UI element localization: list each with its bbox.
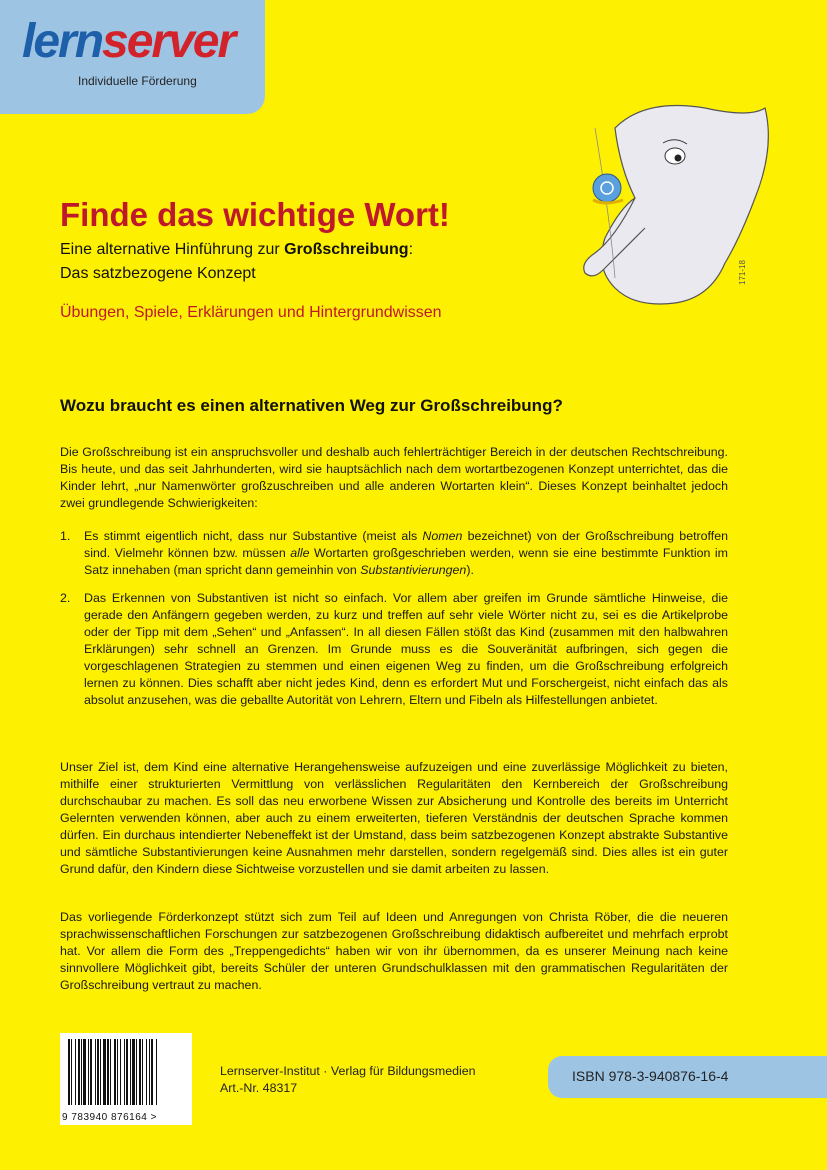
subtitle-pre: Eine alternative Hinführung zur	[60, 241, 285, 258]
publisher-info	[220, 1063, 476, 1097]
subtitle-post: :	[408, 241, 414, 258]
list-text: Wortarten großgeschrieben werden, wenn sie eine bestimmte Funktion im Satz innehaben (man spricht dann gemeinhin von	[84, 546, 728, 577]
logo-part-lern: lern	[22, 15, 103, 68]
image-code: 171-18	[738, 260, 747, 285]
snail-icon	[593, 174, 623, 203]
page-subtitle	[60, 238, 413, 286]
logo-subtitle: Individuelle Förderung	[78, 74, 197, 88]
list-item	[60, 590, 728, 709]
lernserver-logo	[22, 15, 235, 68]
list-number: 2.	[60, 591, 71, 605]
subtitle-line2: Das satzbezogene Konzept	[60, 265, 256, 282]
list-text: Das Erkennen von Substantiven ist nicht so einfach. Vor allem aber greifen im Grunde sämtliche Hinweise, die gerade den Anfängern gegeben werden, zu kurz und treffen auf sehr viele Wörter nicht zu, sei es die Artikelprobe oder der Tipp mit dem „Sehen“ und „Anfassen“. In all diesen Fällen stößt das Kind (zusammen mit den halbwahren Erklärungen) sehr schnell an Grenzen. Im Grunde muss es die Souveränität aufbringen, sich gegen die vorgeschlagenen Strategien zu stemmen und einen eigenen Weg zu finden, um die Großschreibung erfolgreich lernen zu können. Dies schafft aber nicht jedes Kind, denn es erfordert Mut und Forschergeist, nicht einfach das als absolut anzusehen, was die geballte Autorität von Lehrern, Eltern und Fibeln als Hilfestellungen anbietet.	[84, 591, 728, 707]
list-text: ).	[466, 563, 474, 577]
list-emphasis: Nomen	[422, 529, 463, 543]
tagline: Übungen, Spiele, Erklärungen und Hintergrundwissen	[60, 304, 442, 321]
subtitle-bold: Großschreibung	[284, 241, 409, 258]
isbn-panel	[548, 1056, 827, 1098]
goal-paragraph: Unser Ziel ist, dem Kind eine alternative Herangehensweise aufzuzeigen und eine zuverlässige Möglichkeit zu bieten, mithilfe einer strukturierten Vermittlung von verlässlichen Regularitäten den Kernbereich der Großschreibung durchschaubar zu machen. Es soll das neu erworbene Wissen zur Absicherung und Kontrolle des bereits im Unterricht Gelernten verwenden können, aber auch zu einem erweiterten, tieferen Verständnis der deutschen Sprache kommen dürfen. Ein durchaus intendierter Nebeneffekt ist der Umstand, dass beim satzbezogenen Konzept abstrakte Substantive und sämtliche Substantivierungen keine Ausnahmen mehr darstellen, sondern regelgemäß sind. Dies alles ist ein guter Grund dafür, den Kindern diese Sichtweise vorzustellen und sie damit arbeiten zu lassen.	[60, 760, 728, 876]
list-emphasis: alle	[290, 546, 310, 560]
list-text: bezeichnet) von der Großschreibung betroffen sind. Vielmehr können bzw. müssen	[84, 529, 728, 560]
barcode-number: 9 783940 876164 >	[62, 1112, 157, 1123]
list-emphasis: Substantivierungen	[360, 563, 467, 577]
intro-paragraph: Die Großschreibung ist ein anspruchsvoller und deshalb auch fehlerträchtiger Bereich in der deutschen Rechtschreibung. Bis heute, und das seit Jahrhunderten, wird sie hauptsächlich nach dem wortartbezogenen Konzept unterrichtet, das die Kinder lehrt, „nur Namenwörter großzuschreiben und alle anderen Wortarten klein“. Dieses Konzept beinhaltet jedoch zwei grundlegende Schwierigkeiten:	[60, 445, 728, 510]
concept-paragraph: Das vorliegende Förderkonzept stützt sich zum Teil auf Ideen und Anregungen von Christa Röber, die die neueren sprachwissenschaftlichen Forschungen zur satzbezogenen Großschreibung didaktisch aufbereitet und mehrfach erprobt hat. Vor allem die Form des „Treppengedichts“ haben wir von ihr übernommen, da es unserer Meinung nach keine sinnvollere Möglichkeit gibt, bereits Schüler der unteren Grundschulklassen mit den grammatischen Regularitäten der Großschreibung vertraut zu machen.	[60, 910, 728, 992]
difficulty-list	[60, 528, 728, 720]
logo-part-server: server	[102, 15, 235, 68]
publisher-name: Lernserver-Institut · Verlag für Bildungsmedien	[220, 1064, 476, 1078]
barcode	[60, 1033, 192, 1125]
section-heading: Wozu braucht es einen alternativen Weg zur Großschreibung?	[60, 396, 563, 415]
barcode-bars	[66, 1039, 186, 1105]
page-title: Finde das wichtige Wort!	[60, 196, 450, 233]
list-item	[60, 528, 728, 579]
isbn: ISBN 978-3-940876-16-4	[572, 1068, 729, 1084]
article-number: Art.-Nr. 48317	[220, 1081, 298, 1095]
list-text: Es stimmt eigentlich nicht, dass nur Substantive (meist als	[84, 529, 423, 543]
list-number: 1.	[60, 529, 71, 543]
logo-panel	[0, 0, 265, 114]
